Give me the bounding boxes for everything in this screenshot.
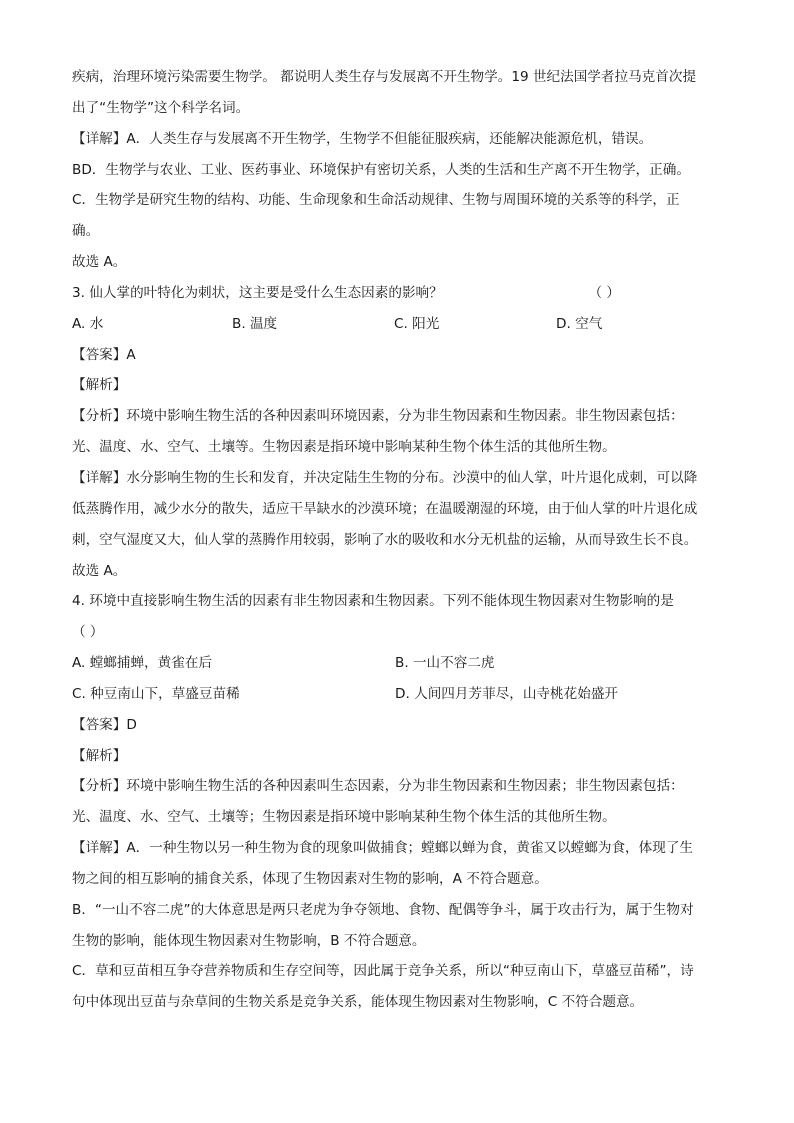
text-line: 出了“生物学”这个科学名词。 [72,99,250,116]
question-3-stem [72,278,724,309]
question-4-stem: 4. 环境中直接影响生物生活的因素有非生物因素和生物因素。下列不能体现生物因素对生物影响的是 [72,593,674,610]
text-line: 光、温度、水、空气、土壤等；生物因素是指环境中影响某种生物个体生活的其他所生物。 [72,809,616,826]
option-b: B. 一山不容二虎 [395,655,495,672]
option-a: A. 螳螂捕蝉，黄雀在后 [72,655,213,672]
option-c: C. 阳光 [394,315,440,332]
answer-blank: （ ） [588,284,620,301]
option-b: B. 温度 [232,315,278,332]
analysis-title: 【解析】 [72,747,127,764]
text-line: BD．生物学与农业、工业、医药事业、环境保护有密切关系，人类的生活和生产离不开生物学，正确。 [72,161,690,178]
text-line: C．草和豆苗相互争夺营养物质和生存空间等，因此属于竞争关系，所以“种豆南山下，草盛豆苗稀”，诗 [72,963,694,980]
text-line: 疾病，治理环境污染需要生物学。 都说明人类生存与发展离不开生物学。19 世纪法国学者拉马克首次提 [72,69,697,85]
question-3-text: 3. 仙人掌的叶特化为刺状，这主要是受什么生态因素的影响？ [72,284,443,301]
answer-label: 【答案】D [72,716,137,733]
text-line: 【详解】A．人类生存与发展离不开生物学，生物学不但能征服疾病，还能解决能源危机，错误。 [72,130,653,147]
option-c: C. 种豆南山下，草盛豆苗稀 [72,685,240,702]
text-line: 低蒸腾作用，减少水分的散失，适应干旱缺水的沙漠环境；在温暖潮湿的环境，由于仙人掌的叶片退化成 [72,500,698,517]
question-4-options-row-1 [72,648,724,679]
option-d: D. 空气 [556,315,603,332]
analysis-title: 【解析】 [72,377,127,394]
option-a: A. 水 [72,315,104,332]
text-line: 确。 [72,223,100,240]
text-line: 【详解】A．一种生物以另一种生物为食的现象叫做捕食；螳螂以蝉为食，黄雀又以螳螂为食，体现了生 [72,840,694,857]
answer-blank: （ ） [72,624,104,641]
text-line: 物之间的相互影响的捕食关系，体现了生物因素对生物的影响，A 不符合题意。 [72,870,548,887]
text-line: 【分析】环境中影响生物生活的各种因素叫生态因素，分为非生物因素和生物因素；非生物因素包括： [72,778,684,795]
text-line: 【分析】环境中影响生物生活的各种因素叫环境因素，分为非生物因素和生物因素。非生物因素包括： [72,408,684,425]
text-line: 故选 A。 [72,562,127,579]
text-line: 刺，空气湿度又大，仙人掌的蒸腾作用较弱，影响了水的吸收和水分无机盐的运输，从而导致生长不良。 [72,531,698,548]
question-3-options [72,309,724,340]
text-line: B．“一山不容二虎”的大体意思是两只老虎为争夺领地、食物、配偶等争斗，属于攻击行为，属于生物对 [72,901,694,918]
text-line: 句中体现出豆苗与杂草间的生物关系是竞争关系，能体现生物因素对生物影响，C 不符合题意。 [72,994,644,1011]
text-line: 故选 A。 [72,254,127,271]
text-line: 【详解】水分影响生物的生长和发育，并决定陆生生物的分布。沙漠中的仙人掌，叶片退化成刺，可以降 [72,469,698,486]
text-line: 生物的影响，能体现生物因素对生物影响，B 不符合题意。 [72,932,426,949]
text-line: 光、温度、水、空气、土壤等。生物因素是指环境中影响某种生物个体生活的其他所生物。 [72,439,616,456]
text-line: C．生物学是研究生物的结构、功能、生命现象和生命活动规律、生物与周围环境的关系等的科学，正 [72,192,680,209]
option-d: D. 人间四月芳菲尽，山寺桃花始盛开 [395,685,619,702]
document-content [72,62,724,1018]
answer-label: 【答案】A [72,346,136,363]
question-4-options-row-2 [72,679,724,710]
